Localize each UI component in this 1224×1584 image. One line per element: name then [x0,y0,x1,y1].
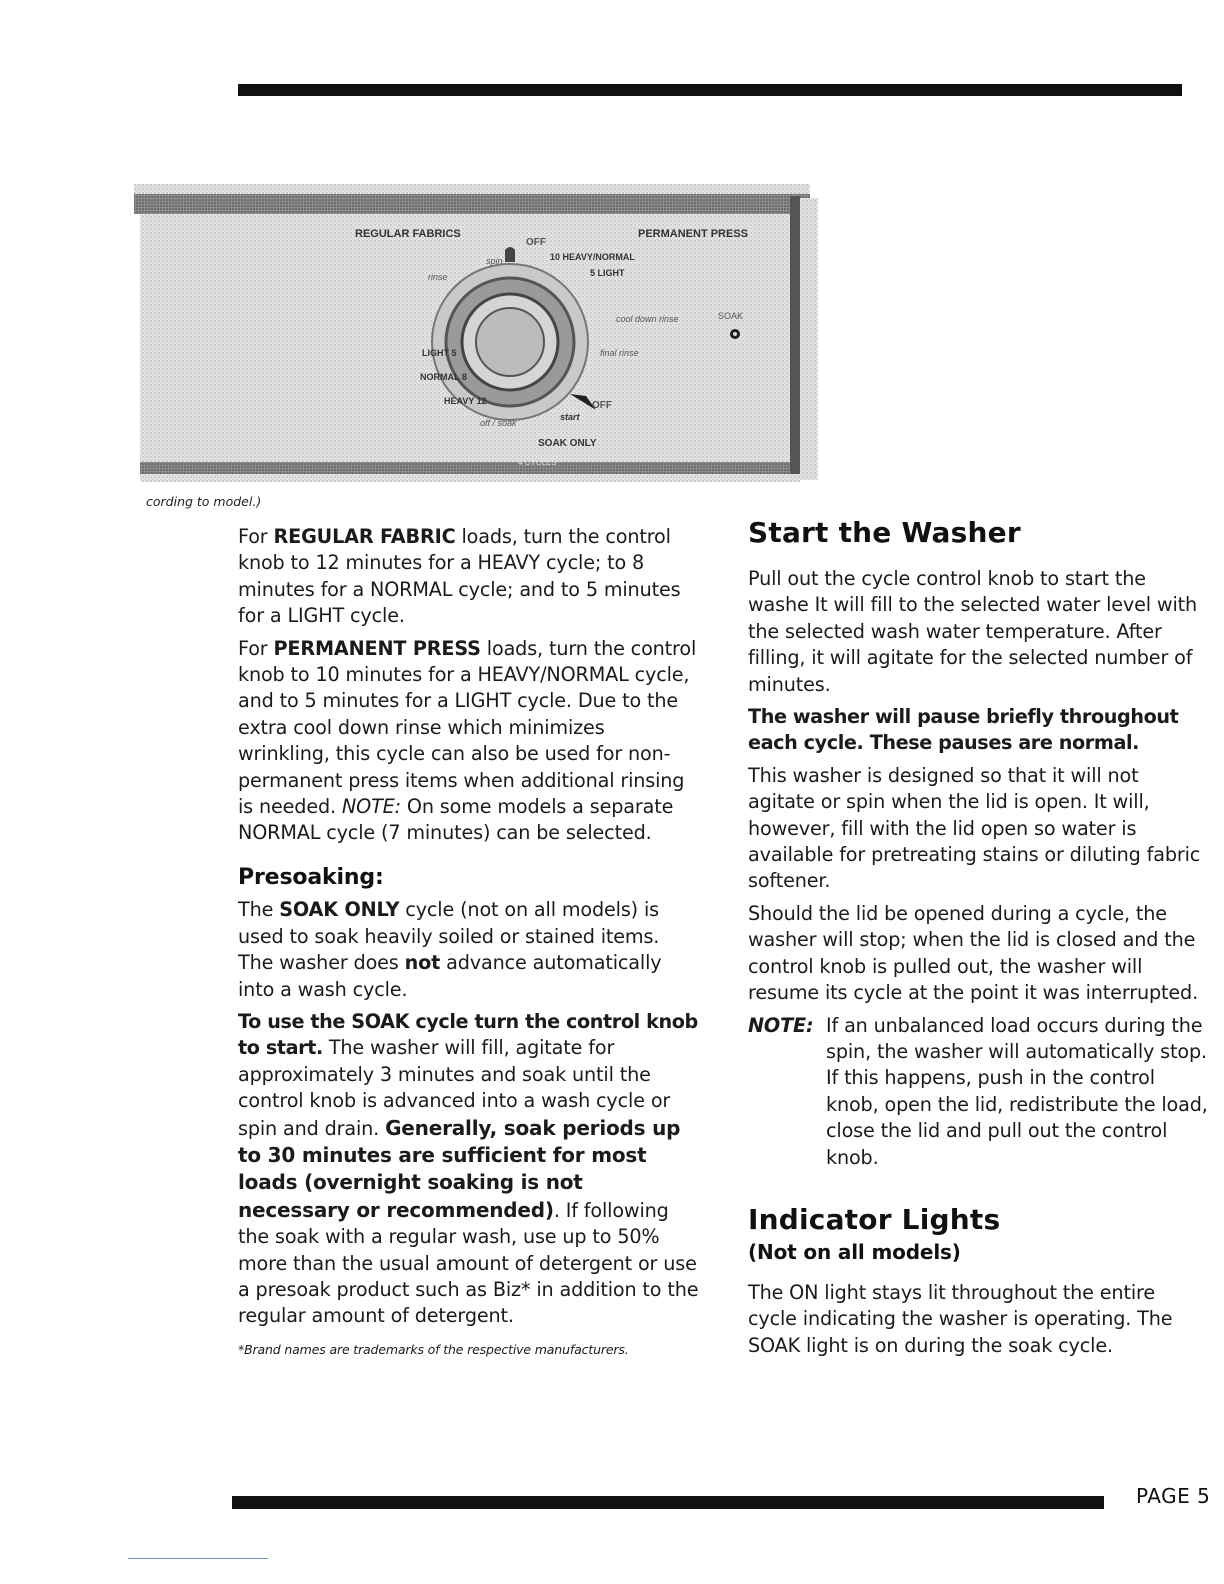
indicator-subheading: (Not on all models) [748,1240,961,1265]
knob-pointer [505,247,515,262]
label-soak-light: SOAK [718,311,744,321]
label-off-bottom: OFF [592,400,612,411]
trademark-footnote: *Brand names are trademarks of the respective manufacturers. [238,1341,629,1357]
left-column [238,524,700,1358]
label-heavy-left: HEAVY 12 [444,396,487,406]
start-paragraph-lid: This washer is designed so that it will not agitate or spin when the lid is open. It will, however, fill with the lid open so water is available for pretreating stains or diluting fabric softener. [748,763,1201,893]
label-regular-fabrics: REGULAR FABRICS [355,228,461,240]
label-normal-left: NORMAL 8 [420,372,467,382]
panel-top-band [134,194,810,214]
label-soak-only: SOAK ONLY [538,438,597,449]
panel-top-strip [134,184,810,194]
footer-line [128,1558,268,1559]
bottom-rule [232,1496,1104,1509]
control-knob-center [476,308,544,376]
label-off-top: OFF [526,237,546,248]
control-panel-illustration [130,184,820,490]
indicator-paragraph: The ON light stays lit throughout the entire cycle indicating the washer is operating. The SOAK light is on during the soak cycle. [748,1280,1173,1357]
permanent-press-paragraph: For PERMANENT PRESS loads, turn the control knob to 10 minutes for a HEAVY/NORMAL cycle, and to 5 minutes for a LIGHT cycle. Due to the extra cool down rinse which minimizes wrinkling, this cycle can also be used for non-permanent press items when additional rinsing is needed. NOTE: On some models a separate NORMAL cycle (7 minutes) can be selected. [238,636,697,845]
label-cycles: 4 CYCLES [518,458,557,467]
figure-caption: cording to model.) [146,494,262,509]
presoak-paragraph-2: To use the SOAK cycle turn the control knob to start. The washer will fill, agitate for approximately 3 minutes and soak until the control knob is advanced into a wash cycle or spin and drain. Generally, soak periods up to 30 minutes are sufficient for most loads (overnight soaking is not necessary or recommended). If following the soak with a regular wash, use up to 50% more than the usual amount of detergent or use a presoak product such as Biz* in addition to the regular amount of detergent. [238,1009,699,1328]
start-paragraph-pauses: The washer will pause briefly throughout each cycle. These pauses are normal. [748,705,1179,755]
right-column [748,516,1208,1365]
note-label: NOTE: [748,1013,814,1037]
label-rinse: rinse [428,272,448,282]
panel-bottom-band [140,462,790,474]
indicator-lights-heading: Indicator Lights [748,1202,1001,1236]
label-permanent-press: PERMANENT PRESS [638,228,749,240]
label-start: start [560,412,580,422]
start-washer-heading: Start the Washer [748,516,1021,549]
panel-right-bevel [800,198,818,480]
label-cool-down-rinse: cool down rinse [616,314,679,324]
panel-bottom-strip [140,474,800,482]
label-off-soak: off / soak [480,418,517,428]
label-light-right: 5 LIGHT [590,268,625,278]
panel-right-edge [790,196,800,480]
label-spin: spin [486,256,503,266]
top-rule [238,84,1182,96]
label-final-rinse: final rinse [600,348,639,358]
note-text: If an unbalanced load occurs during the spin, the washer will automatically stop. If this happens, push in the control knob, open the lid, redistribute the load, close the lid and pull out the control knob. [826,1013,1208,1169]
start-paragraph-1: Pull out the cycle control knob to start the washe It will fill to the selected water level with the selected wash water temperature. After filling, it will agitate for the selected number of minutes. [748,567,1198,696]
label-light-left: LIGHT 5 [422,348,457,358]
label-heavy-normal: 10 HEAVY/NORMAL [550,252,635,262]
unbalanced-load-note [748,1013,1208,1171]
page-number: PAGE 5 [1136,1484,1211,1508]
start-paragraph-resume: Should the lid be opened during a cycle, the washer will stop; when the lid is closed and the control knob is pulled out, the washer will resume its cycle at the point it was interrupted. [748,901,1199,1005]
regular-fabric-paragraph: For REGULAR FABRIC loads, turn the control knob to 12 minutes for a HEAVY cycle; to 8 minutes for a NORMAL cycle; and to 5 minutes for a LIGHT cycle. [238,525,681,628]
presoak-paragraph-1: The SOAK ONLY cycle (not on all models) is used to soak heavily soiled or stained items. The washer does not advance automatically into a wash cycle. [238,898,662,1001]
presoaking-heading: Presoaking: [238,864,384,890]
